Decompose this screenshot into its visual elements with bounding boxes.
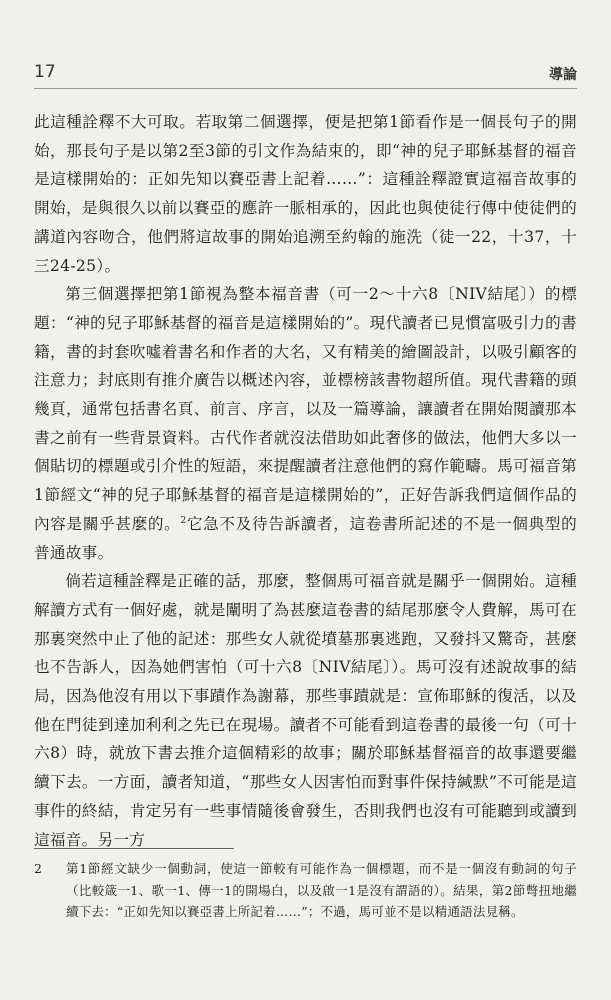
paragraph-2-continuation: 它急不及待告訴讀者，這卷書所記述的不是一個典型的普通故事。 — [34, 514, 578, 562]
paragraph-3: 倘若這種詮釋是正確的話，那麼，整個馬可福音就是關乎一個開始。這種解讀方式有一個好處，就是闡明了為甚麼這卷書的結尾那麼令人費解，馬可在那裏突然中止了他的記述：那些女人就從墳墓那裏逃跑，又發抖又驚奇，甚麼也不告訴人，因為她們害怕（可十六8〔NIV結尾〕）。馬可沒有述說故事的結局，因為他沒有用以下事蹟作為謝幕，那些事蹟就是：宣佈耶穌的復活，以及他在門徒到達加利利之先已在現場。讀者不可能看到這卷書的最後一句（可十六8）時，就放下書去推介這個精彩的故事；關於耶穌基督福音的故事還要繼續下去。一方面，讀者知道，“那些女人因害怕而對事件保持緘默”不可能是這事件的終結，肯定另有一些事情隨後會發生，否則我們也沒有可能聽到或讀到這福音。另一方 — [34, 572, 577, 849]
paragraph-2 — [34, 280, 577, 567]
main-text — [34, 108, 577, 854]
paragraph-1: 此這種詮釋不大可取。若取第二個選擇，便是把第1節看作是一個長句子的開始，那長句子是以第2至3節的引文作為結束的，即“神的兒子耶穌基督的福音是這樣開始的：正如先知以賽亞書上記着……”：這種詮釋證實這福音故事的開始，是與很久以前以賽亞的應許一脈相承的，因此也與使徒行傳中使徒們的講道內容吻合，他們將這故事的開始追溯至約翰的施洗（徒一22，十37，十三24-25）。 — [34, 113, 577, 275]
footnote-text: 第1節經文缺少一個動詞，使這一節較有可能作為一個標題，而不是一個沒有動詞的句子（比較箴一1、歌一1、傳一1的開場白，以及啟一1是沒有謂語的）。結果，第2節彆扭地繼續下去：“正如先知以賽亞書上所記着……”；不過，馬可並不是以精通語法見稱。 — [66, 861, 577, 919]
footnote-number: 2 — [34, 861, 42, 876]
paragraph-2-text: 第三個選擇把第1節視為整本福音書（可一2～十六8〔NIV結尾〕）的標題：“神的兒子耶穌基督的福音是這樣開始的”。現代讀者已見慣富吸引力的書籍，書的封套吹噓着書名和作者的大名，又有精美的繪圖設計，以吸引顧客的注意力；封底則有推介廣告以概述內容，並標榜該書物超所值。現代書籍的頭幾頁，通常包括書名頁、前言、序言，以及一篇導論，讓讀者在開始閱讀那本書之前有一些背景資料。古代作者就沒法借助如此奢侈的做法，他們大多以一個貼切的標題或引介性的短語，來提醒讀者注意他們的寫作範疇。馬可福音第1節經文“神的兒子耶穌基督的福音是這樣開始的”，正好告訴我們這個作品的內容是關乎甚麼的。 — [34, 285, 577, 533]
footnote-divider — [34, 848, 234, 849]
footnote-reference[interactable]: 2 — [180, 515, 187, 526]
page-header — [34, 62, 577, 89]
running-title: 導論 — [549, 67, 577, 83]
page-number: 17 — [34, 62, 56, 82]
footnote — [34, 858, 577, 923]
